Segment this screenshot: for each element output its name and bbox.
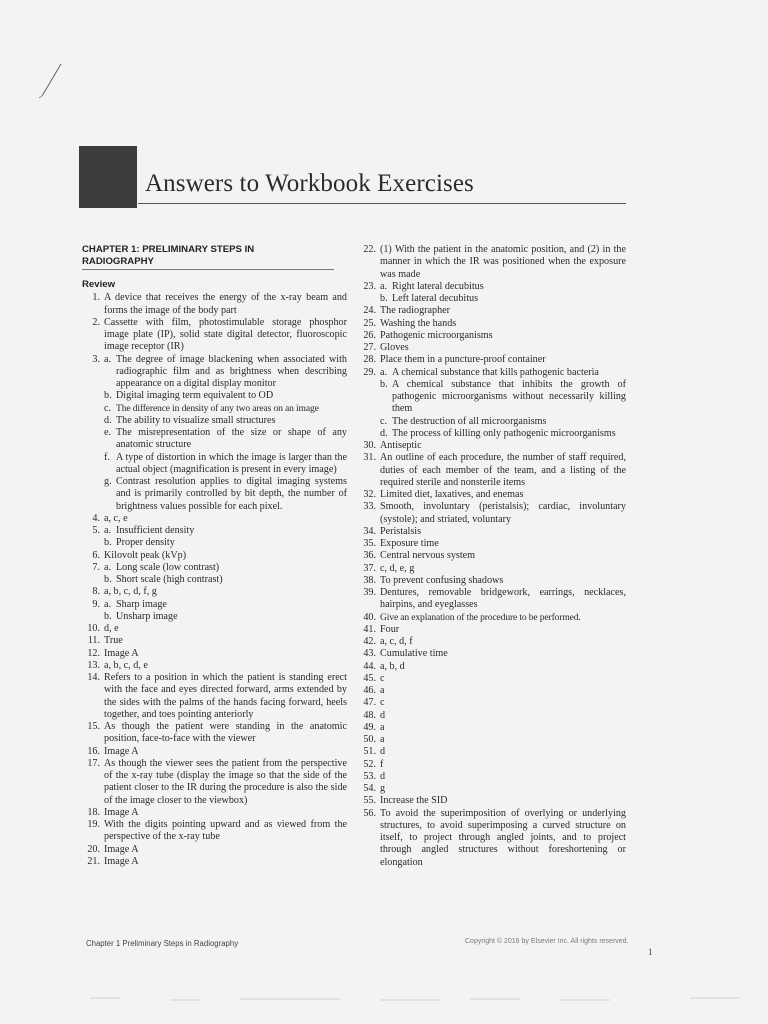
answer-item-30: 30. Antiseptic — [363, 440, 422, 451]
answer-3c: c. The difference in density of any two areas on an image — [104, 402, 319, 414]
right-column — [358, 244, 626, 869]
answer-item-7: 7. a. Long scale (low contrast) b. Short scale (high contrast) — [92, 561, 223, 585]
answer-item-47: 47. c — [363, 697, 385, 709]
answer-item-56: 56. To avoid the superimposition of overlying or underlying structures, to avoid superimposing a curved structure on itself, to project through angled joints, and to project through angled structures without foreshortening or elongation — [363, 807, 626, 868]
answer-item-40: 40. Give an explanation of the procedure to be performed. — [363, 611, 581, 623]
chapter-heading — [82, 244, 347, 268]
answer-item-18: 18. Image A — [87, 806, 139, 818]
answer-item-11: 11. True — [87, 635, 123, 647]
answer-item-3: 3. a. The degree of image blackening when associated with radiographic film and as brightness when describing appearance on a digital display monitor b. Digital imaging term equivalent to OD c. The difference in density of any two areas on an image d. The ability to visualize small structures e. The misrepresentation of the size or shape of any anatomic structure f. A type of distortion in which the image is larger than the actual object (magnification is present in every image) g. Contrast resolution applies to digital imaging systems and is primarily controlled by bit depth, the number of brightness values possible for each pixel. — [92, 353, 347, 512]
answer-item-23: 23. a. Right lateral decubitus b. Left lateral decubitus — [363, 280, 484, 304]
answer-3f: f. A type of distortion in which the image is larger than the actual object (magnification is present in every image) — [104, 451, 347, 475]
answer-3e: e. The misrepresentation of the size or shape of any anatomic structure — [104, 427, 347, 451]
answer-item-49: 49. a — [363, 721, 385, 733]
answer-item-39: 39. Dentures, removable bridgework, earrings, necklaces, hairpins, and eyeglasses — [363, 587, 626, 611]
answer-item-50: 50. a — [363, 734, 385, 745]
answer-item-31: 31. An outline of each procedure, the number of staff required, duties of each member of the team, and a listing of the required sterile and nonsterile items — [363, 452, 626, 488]
answer-item-12: 12. Image A — [87, 647, 139, 659]
answer-item-34: 34. Peristalsis — [363, 525, 422, 537]
answer-3b: b. Digital imaging term equivalent to OD — [104, 390, 274, 402]
answer-item-54: 54. g — [363, 783, 386, 794]
footer-chapter-title: Chapter 1 Preliminary Steps in Radiography — [86, 939, 239, 948]
answer-item-20: 20. Image A — [87, 843, 139, 855]
answer-item-42: 42. a, c, d, f — [363, 636, 413, 647]
answer-item-32: 32. Limited diet, laxatives, and enemas — [363, 489, 524, 500]
answer-item-10: 10. d, e — [87, 623, 119, 634]
answer-item-15: 15. As though the patient were standing in the anatomic position, face-to-face with the viewer — [87, 721, 347, 745]
title-underline — [138, 203, 626, 204]
answer-item-6: 6. Kilovolt peak (kVp) — [92, 549, 187, 561]
answer-item-38: 38. To prevent confusing shadows — [363, 574, 504, 586]
answer-item-51: 51. d — [363, 746, 386, 758]
answer-item-21: 21. Image A — [87, 855, 139, 867]
answer-item-37: 37. c, d, e, g — [363, 562, 415, 574]
section-heading-review: Review — [82, 279, 116, 290]
answer-item-26: 26. Pathogenic microorganisms — [363, 329, 493, 341]
answer-item-53: 53. d — [363, 770, 386, 782]
scan-artifact-marks — [0, 988, 768, 1024]
answer-item-8: 8. a, b, c, d, f, g — [92, 586, 157, 598]
chapter-heading-rule — [82, 269, 334, 270]
page-mark: 1 — [648, 947, 653, 957]
answer-item-29: 29. a. A chemical substance that kills pathogenic bacteria b. A chemical substance that inhibits the growth of pathogenic microorganisms without necessarily killing them c. The destruction of all microorganisms d. The process of killing only pathogenic microorganisms — [363, 366, 626, 439]
answer-item-35: 35. Exposure time — [363, 538, 439, 549]
answer-item-1: 1. A device that receives the energy of the x-ray beam and forms the image of the body part — [92, 292, 347, 316]
answer-item-46: 46. a — [363, 685, 385, 696]
answer-item-16: 16. Image A — [87, 745, 139, 757]
answer-item-19: 19. With the digits pointing upward and as viewed from the perspective of the x-ray tube — [87, 819, 347, 843]
chapter-header-block — [79, 146, 137, 208]
answer-item-4: 4. a, c, e — [92, 512, 128, 524]
answer-item-52: 52. f — [363, 758, 384, 770]
answer-item-43: 43. Cumulative time — [363, 648, 448, 660]
answer-3d: d. The ability to visualize small structures — [104, 414, 276, 426]
answer-item-41: 41. Four — [363, 623, 400, 635]
answer-item-2: 2. Cassette with film, photostimulable storage phosphor image plate (IP), solid state digital detector, fluoroscopic image receptor (IR) — [92, 316, 347, 353]
answer-item-48: 48. d — [363, 709, 386, 721]
answer-3a: a. The degree of image blackening when associated with radiographic film and as brightness when describing appearance on a digital display monitor — [104, 353, 347, 389]
page-title: Answers to Workbook Exercises — [145, 170, 474, 197]
answer-item-25: 25. Washing the hands — [363, 317, 457, 329]
left-column — [82, 244, 347, 868]
answer-item-27: 27. Gloves — [363, 342, 409, 353]
answer-item-24: 24. The radiographer — [363, 305, 450, 317]
answer-item-22: 22. (1) With the patient in the anatomic position, and (2) in the manner in which the IR was positioned when the exposure was made — [363, 244, 626, 280]
answer-item-5: 5. a. Insufficient density b. Proper density — [92, 525, 195, 549]
chapter-heading-line2: RADIOGRAPHY — [82, 256, 154, 267]
answer-item-17: 17. As though the viewer sees the patient from the perspective of the x-ray tube (display the image so that the side of the patient closer to the IR during the procedure is also the side of the image closer to the viewbox) — [87, 757, 347, 806]
answer-item-28: 28. Place them in a puncture-proof container — [363, 354, 546, 366]
chapter-heading-line1: CHAPTER 1: PRELIMINARY STEPS IN — [82, 244, 255, 255]
footer-copyright: Copyright © 2016 by Elsevier Inc. All rights reserved. — [465, 938, 629, 945]
answer-3g: g. Contrast resolution applies to digital imaging systems and is primarily controlled by bit depth, the number of brightness values possible for each pixel. — [104, 476, 347, 512]
answer-item-9: 9. a. Sharp image b. Unsharp image — [92, 598, 178, 622]
pencil-stroke-icon — [36, 62, 64, 100]
answer-item-45: 45. c — [363, 672, 385, 684]
answer-item-33: 33. Smooth, involuntary (peristalsis); cardiac, involuntary (systole); and striated, voluntary — [363, 501, 626, 525]
answer-item-36: 36. Central nervous system — [363, 550, 476, 562]
answer-item-14: 14. Refers to a position in which the patient is standing erect with the face and eyes directed forward, arms extended by the sides with the palms of the hands facing forward, heels together, and toes pointing anteriorly — [87, 672, 347, 720]
answer-item-55: 55. Increase the SID — [363, 795, 448, 807]
answer-item-13: 13. a, b, c, d, e — [87, 659, 148, 671]
answer-item-44: 44. a, b, d — [363, 660, 405, 672]
